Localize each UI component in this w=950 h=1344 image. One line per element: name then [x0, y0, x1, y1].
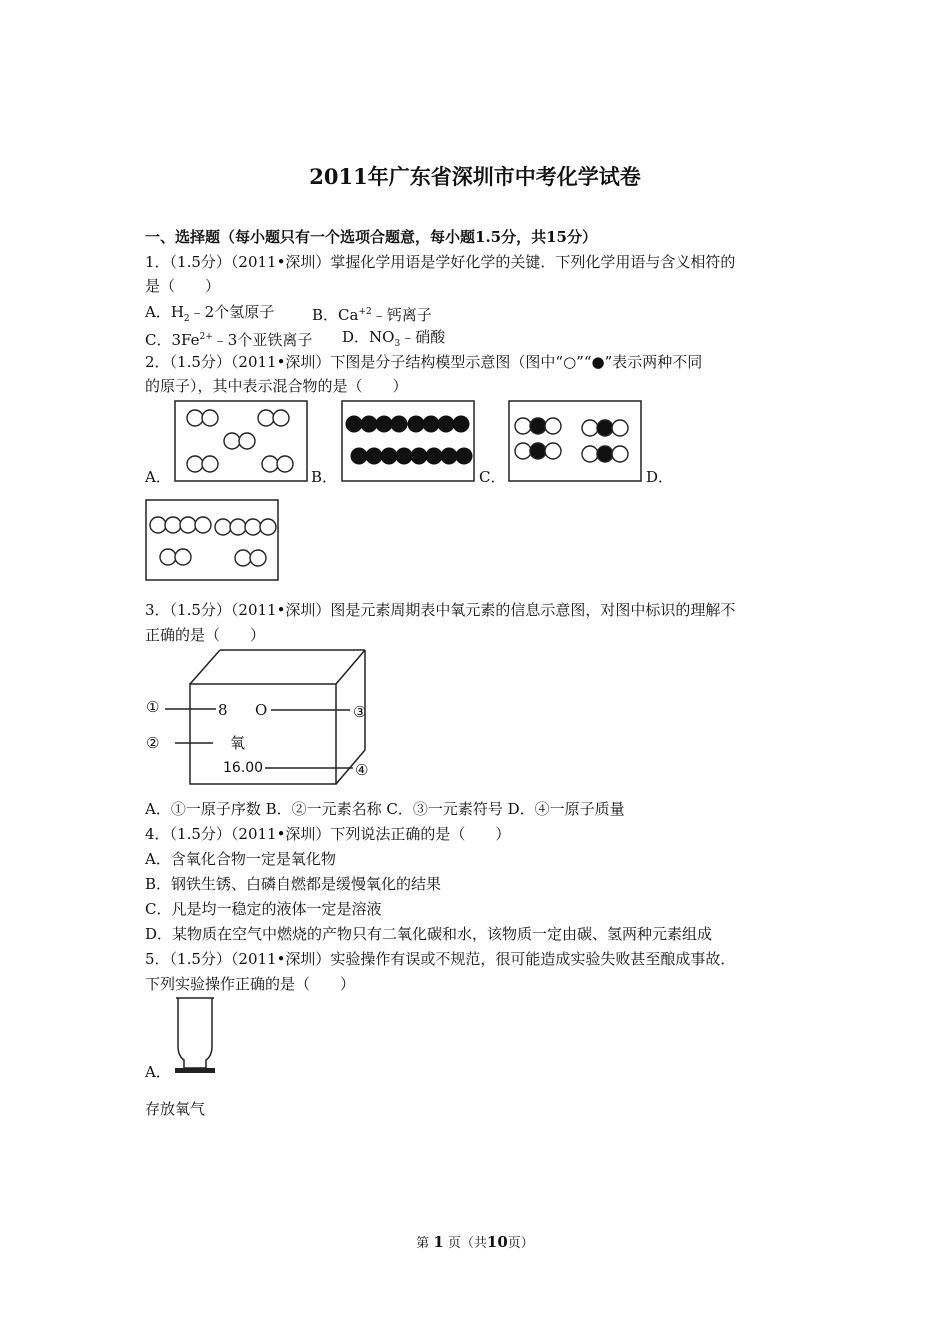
atomic-mass: 16.00	[223, 760, 264, 776]
q4-option-b: B．钢铁生锈、白磷自燃都是缓慢氧化的结果	[145, 875, 442, 893]
gas-bottle-icon	[170, 996, 220, 1078]
page-total: 10	[486, 1233, 508, 1251]
q4-option-c: C．凡是均一稳定的液体一定是溶液	[145, 900, 382, 918]
q5-option-a-caption: 存放氧气	[145, 1100, 206, 1118]
callout-2: ②	[146, 734, 160, 752]
section-heading: 一、选择题（每小题只有一个选项合题意，每小题1.5分，共15分）	[145, 228, 597, 246]
page-title: 2011年广东省深圳市中考化学试卷	[309, 164, 641, 189]
q3-options: A．①一原子序数 B．②一元素名称 C．③一元素符号 D．④一原子质量	[145, 800, 625, 818]
q2-stem-line2: 的原子），其中表示混合物的是（ ）	[145, 377, 408, 395]
q2-option-d-label: D．	[646, 468, 674, 486]
q2-option-a-label: A．	[145, 468, 171, 486]
q3-stem-line1: 3．（1.5分）（2011•深圳）图是元素周期表中氧元素的信息示意图，对图中标识的理解不	[145, 601, 736, 619]
q2-option-b-label: B．	[311, 468, 338, 486]
callout-4: ④	[355, 761, 369, 779]
element-name: 氧	[230, 734, 246, 752]
q4-stem: 4．（1.5分）（2011•深圳）下列说法正确的是（ ）	[145, 825, 511, 843]
q2-option-c-label: C．	[479, 468, 506, 486]
q3-stem-line2: 正确的是（ ）	[145, 626, 266, 644]
q1-option-a: A．$H_2﹣2$个氢原子	[145, 303, 275, 324]
page-number: 1	[433, 1233, 444, 1251]
page-footer: 第 1 页（共10页）	[416, 1233, 534, 1251]
q2-diagram-c	[508, 400, 642, 482]
q1-stem-line1: 1．（1.5分）（2011•深圳）掌握化学用语是学好化学的关键．下列化学用语与含义相符的	[145, 253, 736, 271]
q2-diagram-d	[145, 499, 279, 581]
q4-option-a: A．含氧化合物一定是氧化物	[145, 850, 336, 868]
q5-stem-line2: 下列实验操作正确的是（ ）	[145, 975, 356, 993]
q4-option-d: D．某物质在空气中燃烧的产物只有二氧化碳和水，该物质一定由碳、氢两种元素组成	[145, 925, 713, 943]
oxygen-element-figure	[143, 648, 383, 788]
q1-option-b: B．$Ca^{+2}﹣$钙离子	[312, 306, 432, 324]
callout-3: ③	[353, 703, 367, 721]
q1-option-c: C．$3Fe^{2+}﹣3$个亚铁离子	[145, 331, 313, 349]
q1-option-d: D．$NO_3﹣$硝酸	[342, 328, 446, 349]
q1-stem-line2: 是（ ）	[145, 277, 221, 295]
q5-option-a-label: A．	[145, 1063, 171, 1081]
q2-stem-line1: 2．（1.5分）（2011•深圳）下图是分子结构模型示意图（图中“○”“●”表示两种不同	[145, 353, 703, 371]
callout-1: ①	[146, 698, 160, 716]
q2-diagram-b	[341, 400, 475, 482]
q2-diagram-a	[174, 400, 308, 482]
q5-stem-line1: 5．（1.5分）（2011•深圳）实验操作有误或不规范，很可能造成实验失败甚至酿成事故．	[145, 950, 736, 968]
element-symbol: O	[255, 701, 268, 719]
atomic-number: 8	[218, 701, 228, 719]
